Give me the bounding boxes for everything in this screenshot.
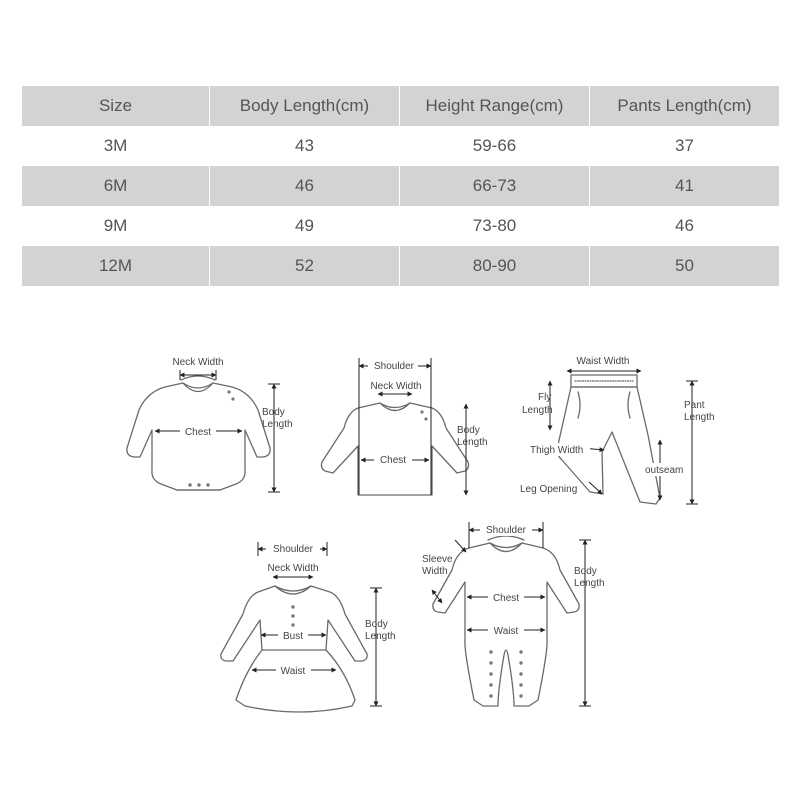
table-cell: 43 <box>210 126 400 166</box>
bodysuit-collar-top <box>181 376 215 380</box>
shoulder-snap-dot <box>231 397 234 400</box>
table-row <box>22 166 779 206</box>
dress-collar <box>275 586 311 594</box>
shoulder-snap-dot <box>424 417 427 420</box>
sleeve-width-arrow <box>432 590 442 603</box>
snap-dot <box>489 694 492 697</box>
bust-label: Bust <box>282 631 304 642</box>
measurement-diagrams <box>0 340 800 720</box>
romper-collar-top <box>488 536 524 540</box>
sleeve-width-arrow <box>455 540 466 552</box>
shoulder-label: Shoulder <box>485 525 527 536</box>
header-size: Size <box>22 86 210 126</box>
pants-diagram <box>520 356 715 504</box>
shoulder-label: Shoulder <box>272 544 314 555</box>
snap-dot <box>519 694 522 697</box>
table-cell: 59-66 <box>400 126 590 166</box>
waist-label: Waist <box>280 666 306 677</box>
waist-width-label: Waist Width <box>576 356 630 367</box>
body-length-label: Body <box>574 566 597 577</box>
table-cell: 80-90 <box>400 246 590 286</box>
tshirt-diagram <box>321 358 487 495</box>
table-cell: 46 <box>675 216 694 235</box>
neck-width-label: Neck Width <box>172 357 224 368</box>
table-cell: 46 <box>210 166 400 206</box>
body-length-label: Length <box>365 631 396 642</box>
table-cell: 3M <box>22 126 210 166</box>
button-dot <box>291 623 294 626</box>
dress-diagram <box>221 542 396 712</box>
chest-label: Chest <box>492 593 520 604</box>
snap-dot <box>489 650 492 653</box>
pocket-line <box>628 392 630 418</box>
neck-width-label: Neck Width <box>267 563 319 574</box>
fly-length-label: Length <box>522 405 553 416</box>
snap-dot <box>519 672 522 675</box>
dress-outline <box>221 586 367 712</box>
shoulder-snap-dot <box>227 390 230 393</box>
size-chart-table <box>22 86 779 286</box>
sleeve-width-label: Sleeve <box>422 554 453 565</box>
header-body-length: Body Length(cm) <box>210 86 400 126</box>
shoulder-snap-dot <box>420 410 423 413</box>
snap-dot <box>519 650 522 653</box>
body-length-label: Length <box>262 419 293 430</box>
snap-dot <box>489 672 492 675</box>
chest-label: Chest <box>379 455 407 466</box>
sleeve-width-label: Width <box>422 566 448 577</box>
waist-label: Waist <box>493 626 519 637</box>
table-cell: 6M <box>22 166 210 206</box>
tshirt-outline <box>321 403 468 495</box>
body-length-label: Body <box>365 619 388 630</box>
tshirt-collar <box>380 403 410 411</box>
bodysuit-diagram <box>127 357 293 492</box>
body-length-label: Length <box>574 578 605 589</box>
snap-dot <box>206 483 209 486</box>
snap-dot <box>489 683 492 686</box>
body-length-label: Body <box>262 407 285 418</box>
bodysuit-collar <box>183 383 213 392</box>
snap-dot <box>489 661 492 664</box>
pant-length-label: Pant <box>684 400 705 411</box>
table-cell: 50 <box>675 256 694 275</box>
table-cell: 52 <box>210 246 400 286</box>
header-height-range: Height Range(cm) <box>400 86 590 126</box>
table-row <box>22 206 779 246</box>
table-cell: 41 <box>675 176 694 195</box>
button-dot <box>291 614 294 617</box>
shoulder-label: Shoulder <box>373 361 415 372</box>
table-row <box>22 246 779 286</box>
snap-dot <box>188 483 191 486</box>
neck-width-label: Neck Width <box>370 381 422 392</box>
snap-dot <box>519 683 522 686</box>
table-cell: 49 <box>210 206 400 246</box>
header-pants-length: Pants Length(cm) <box>617 96 752 115</box>
table-row <box>22 126 779 166</box>
button-dot <box>291 605 294 608</box>
table-cell: 12M <box>22 246 210 286</box>
leg-opening-label: Leg Opening <box>520 484 578 495</box>
pocket-line <box>578 392 580 418</box>
table-cell: 73-80 <box>400 206 590 246</box>
outseam-label: outseam <box>645 465 684 476</box>
thigh-width-label: Thigh Width <box>530 445 584 456</box>
romper-outline <box>433 543 579 706</box>
table-header-row <box>22 86 779 126</box>
fly-length-label: Fly <box>538 392 552 403</box>
pant-length-label: Length <box>684 412 715 423</box>
table-cell: 9M <box>22 206 210 246</box>
table-cell: 66-73 <box>400 166 590 206</box>
snap-dot <box>197 483 200 486</box>
table-cell: 37 <box>675 136 694 155</box>
body-length-label: Length <box>457 437 488 448</box>
snap-dot <box>519 661 522 664</box>
chest-label: Chest <box>184 427 212 438</box>
body-length-label: Body <box>457 425 480 436</box>
romper-diagram <box>422 522 605 706</box>
